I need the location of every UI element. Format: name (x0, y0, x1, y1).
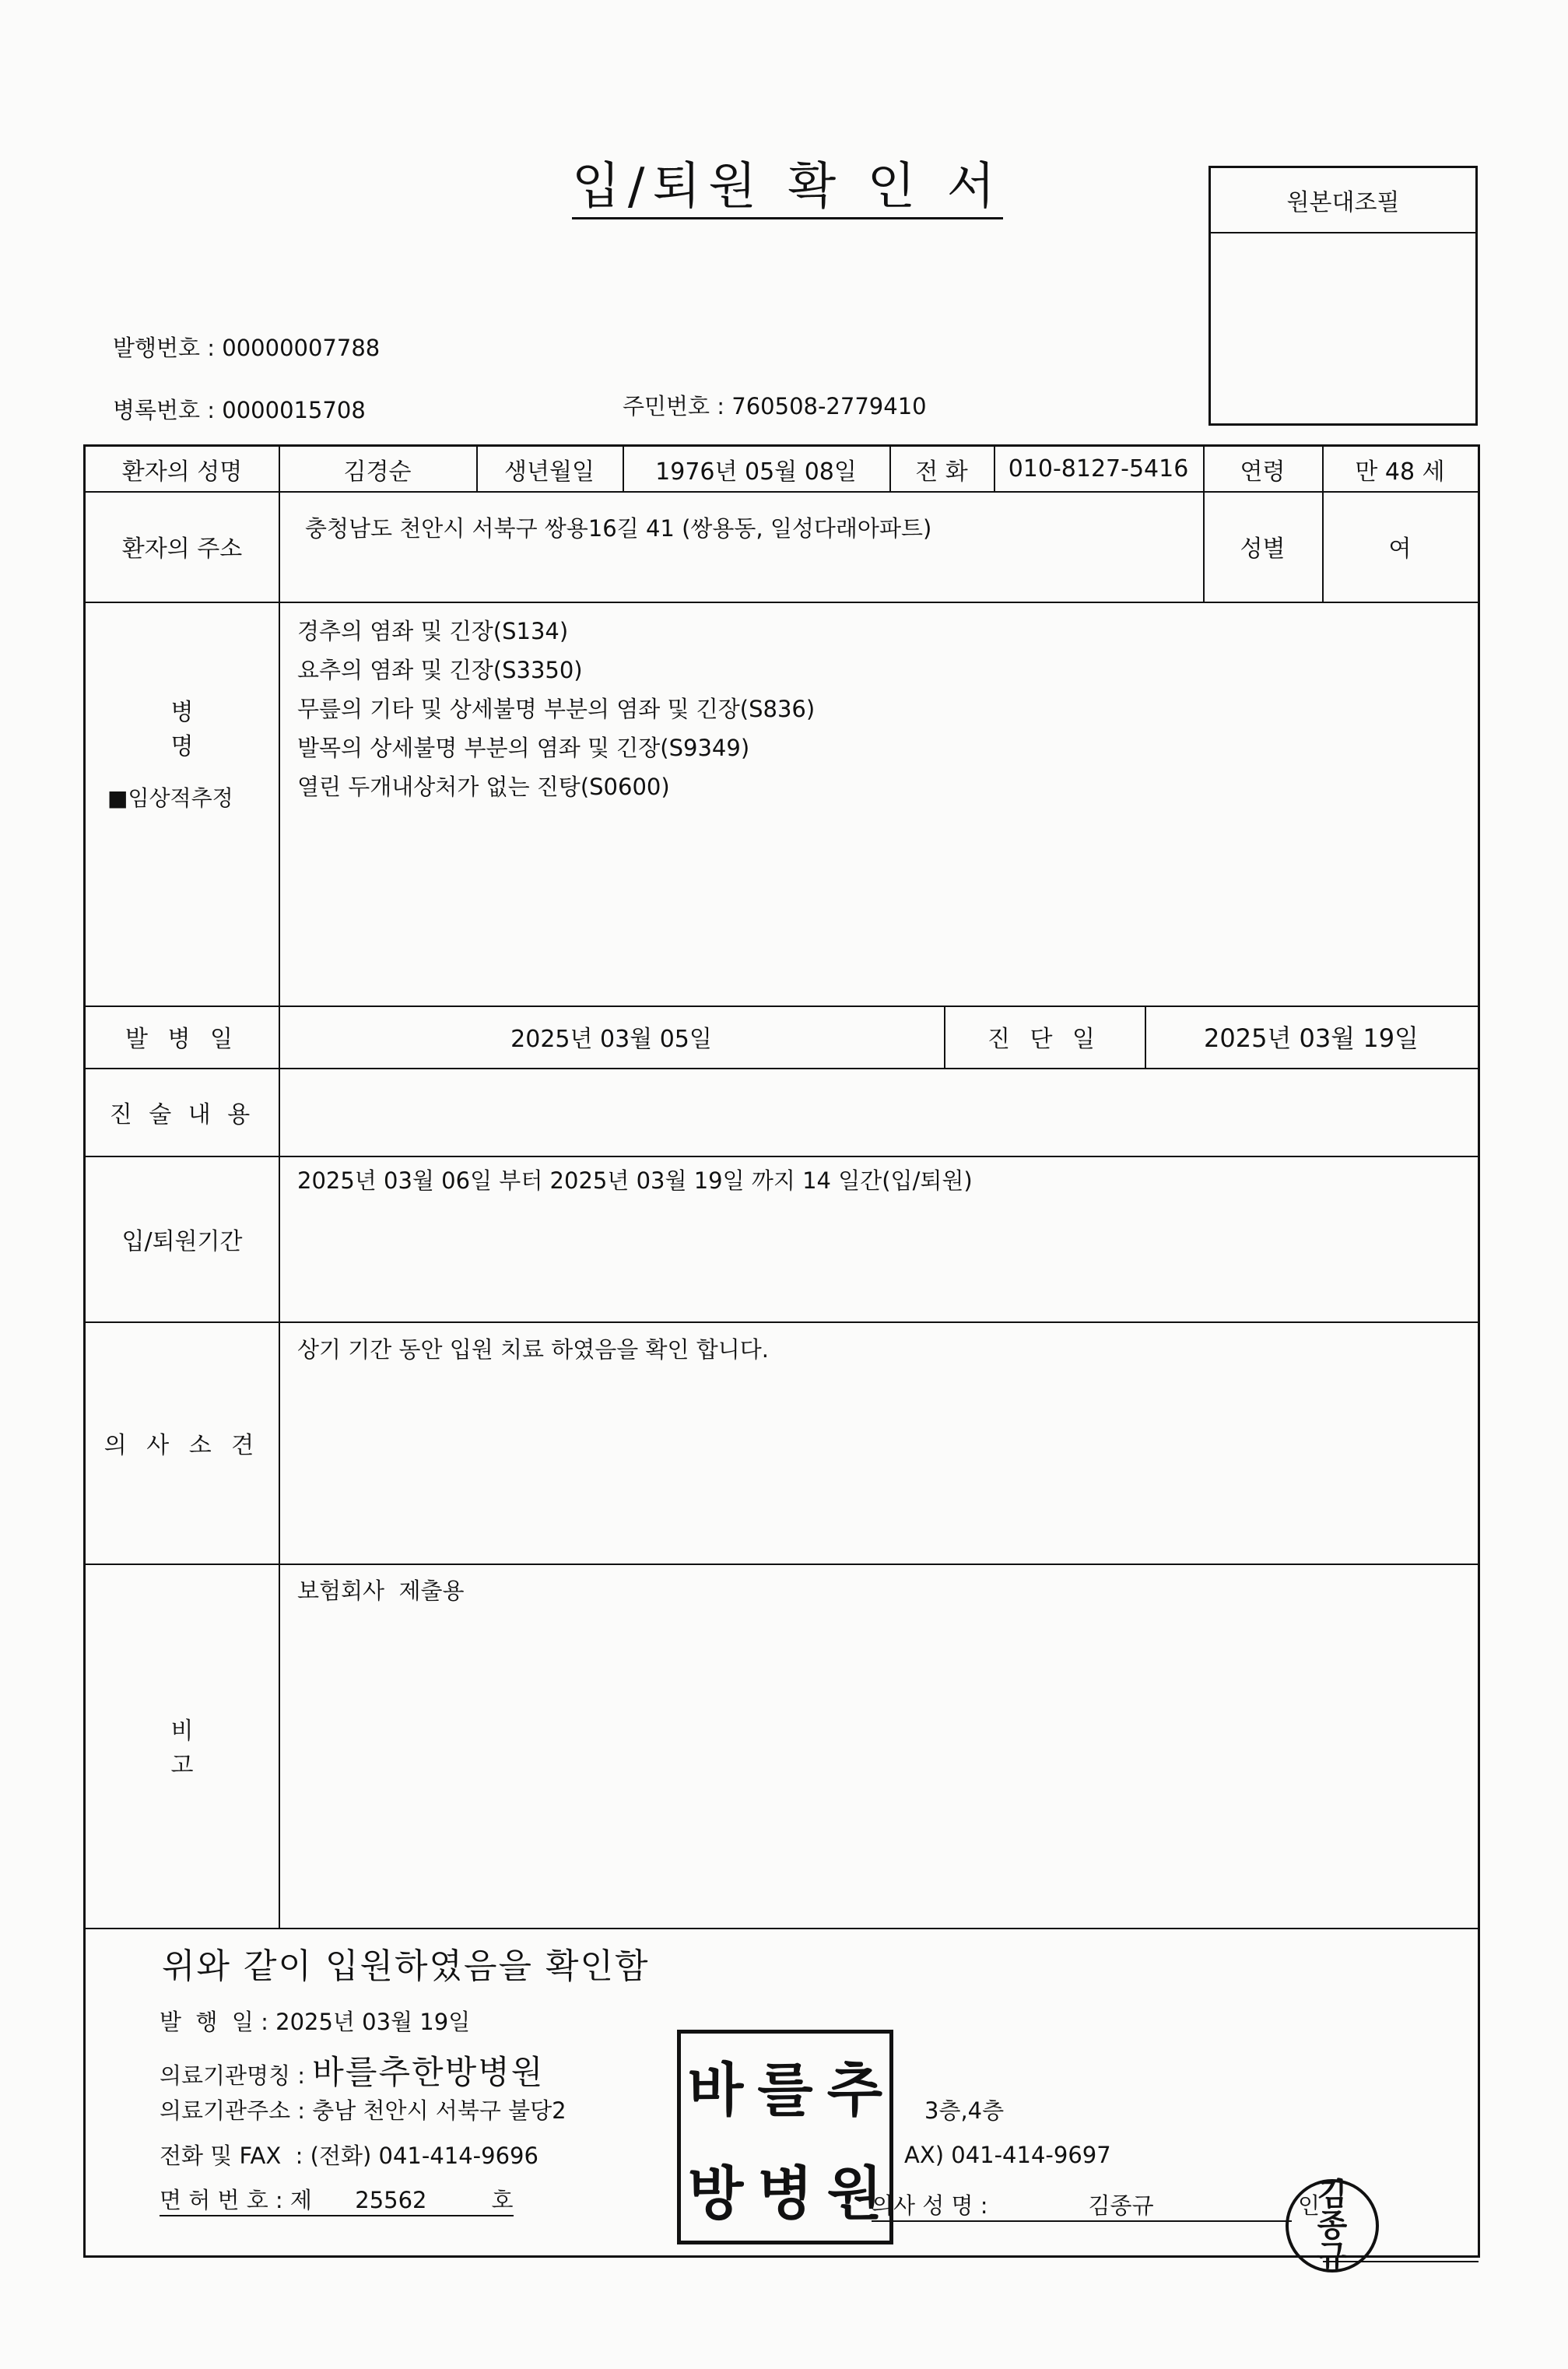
opinion-value: 상기 기간 동안 입원 치료 하였음을 확인 합니다. (297, 1336, 770, 1363)
onset-date: 2025년 03월 05일 (510, 1026, 712, 1053)
doctor-label: 의사 성 명 : (872, 2192, 988, 2219)
seal-char: 김 (1317, 2176, 1348, 2213)
stamp-char: 추 (826, 2056, 883, 2124)
opinion-label: 의 사 소 견 (103, 1431, 261, 1459)
disease-label: 병 명 (170, 699, 233, 760)
seal-char: 종 (1317, 2207, 1348, 2244)
period-value: 2025년 03월 06일 부터 2025년 03월 19일 까지 14 일간(입/퇴원) (297, 1167, 973, 1194)
document-title: 입/퇴원 확 인 서 (572, 160, 1003, 219)
hospital-address-row (160, 2093, 567, 2125)
patient-address: 충청남도 천안시 서북구 쌍용16길 41 (쌍용동, 일성다래아파트) (305, 515, 932, 542)
record-number-label: 병록번호 : (113, 397, 216, 423)
stamp-char: 방 (687, 2160, 744, 2227)
issue-number-label: 발행번호 : (113, 335, 216, 361)
phone-label: 전 화 (915, 458, 968, 486)
hospital-name-row (160, 2047, 544, 2093)
license-number: 25562 (355, 2187, 427, 2213)
license-row (160, 2183, 514, 2216)
hospital-address-tail: 3층,4층 (924, 2097, 1005, 2124)
tel-fax-label: 전화 및 FAX : (160, 2143, 303, 2169)
doctor-name: 김종규 (1088, 2192, 1154, 2219)
doctor-row (872, 2188, 1292, 2222)
onset-label: 발 병 일 (125, 1026, 239, 1053)
resident-number-value: 760508-2779410 (731, 393, 927, 419)
issue-date-value: 2025년 03월 19일 (275, 2009, 471, 2035)
period-label: 입/퇴원기간 (121, 1227, 243, 1255)
hospital-name-label: 의료기관명칭 : (160, 2062, 306, 2089)
issue-number (113, 331, 380, 363)
seal-mark-label: 인 (1298, 2192, 1321, 2219)
patient-name: 김경순 (343, 458, 412, 486)
record-number-value: 0000015708 (222, 397, 366, 423)
name-label: 환자의 성명 (121, 458, 243, 486)
original-verification-box (1208, 166, 1478, 426)
patient-sex: 여 (1388, 535, 1412, 563)
fax-number: AX) 041-414-9697 (904, 2142, 1111, 2168)
issue-number-value: 00000007788 (222, 335, 381, 361)
issue-date-label: 발 행 일 : (160, 2009, 268, 2035)
diagnosis-date: 2025년 03월 19일 (1204, 1023, 1419, 1053)
disease-item: 무릎의 기타 및 상세불명 부분의 염좌 및 긴장(S836) (297, 696, 816, 722)
seal-char: 규 (1317, 2238, 1348, 2275)
disease-item: 발목의 상세불명 부분의 염좌 및 긴장(S9349) (297, 735, 750, 761)
age-label: 연령 (1240, 458, 1286, 486)
disease-item: 요추의 염좌 및 긴장(S3350) (297, 657, 583, 683)
license-label: 면 허 번 호 : 제 (160, 2187, 312, 2213)
resident-number (623, 389, 927, 421)
hospital-address-label: 의료기관주소 : (160, 2097, 306, 2124)
phone-number: 010-8127-5416 (1008, 455, 1189, 483)
patient-age: 만 48 세 (1355, 458, 1445, 486)
tel-number: (전화) 041-414-9696 (310, 2143, 538, 2169)
stamp-char: 병 (757, 2160, 813, 2227)
birth-date: 1976년 05월 08일 (655, 458, 857, 486)
doctor-seal (1286, 2176, 1379, 2275)
statement-label: 진 술 내 용 (109, 1100, 255, 1128)
disease-item: 열린 두개내상처가 없는 진탕(S0600) (297, 774, 670, 800)
stamp-char: 를 (757, 2056, 813, 2124)
record-number (113, 393, 366, 425)
signature-line (1323, 2261, 1479, 2262)
hospital-stamp (677, 2030, 893, 2244)
stamp-char: 원 (826, 2160, 883, 2227)
sex-label: 성별 (1240, 535, 1286, 563)
resident-number-label: 주민번호 : (623, 393, 725, 419)
remarks-label: 비 고 (170, 1718, 279, 1779)
confirmation-statement: 위와 같이 입원하였음을 확인함 (162, 1946, 650, 1986)
disease-item: 경추의 염좌 및 긴장(S134) (297, 618, 569, 644)
address-label: 환자의 주소 (121, 535, 243, 563)
birth-label: 생년월일 (504, 458, 595, 486)
hospital-name: 바를추한방병원 (312, 2053, 545, 2091)
issue-date-row (160, 2005, 470, 2037)
remarks-value: 보험회사 제출용 (297, 1578, 465, 1604)
hospital-address: 충남 천안시 서북구 불당2 (312, 2097, 567, 2124)
clinical-estimate-label: ■임상적추정 (107, 785, 233, 811)
diagnosis-label: 진 단 일 (987, 1026, 1101, 1053)
license-suffix: 호 (491, 2187, 514, 2213)
tel-fax-row (160, 2139, 538, 2171)
original-verification-label: 원본대조필 (1211, 168, 1475, 233)
stamp-char: 바 (687, 2056, 744, 2124)
